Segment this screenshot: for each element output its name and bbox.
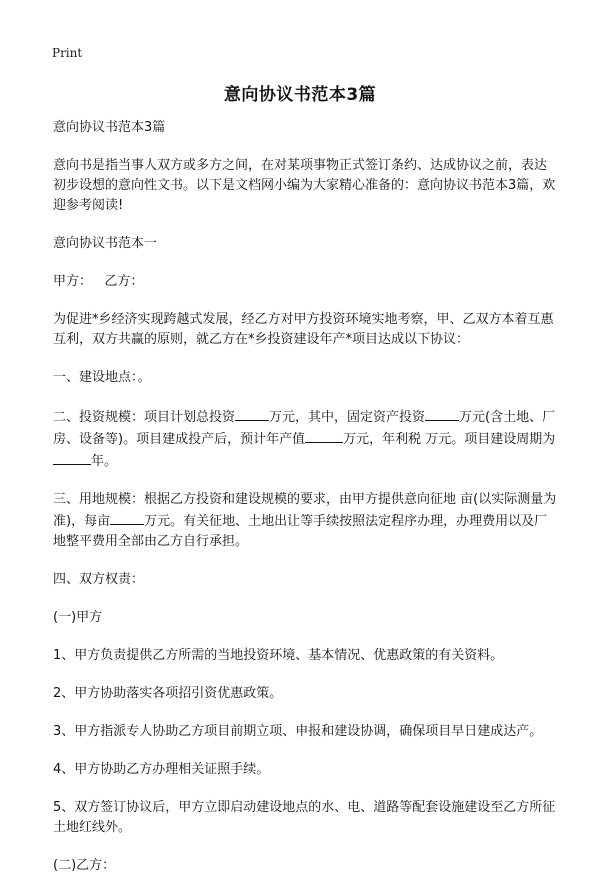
clause-investment-text: 万元(含土地、厂房、设备等)。项目建成投产后，预计年产值	[53, 410, 556, 447]
list-item: 3、甲方指派专人协助乙方项目前期立项、申报和建设协调，确保项目早日建成达产。	[53, 724, 543, 739]
document-subtitle: 意向协议书范本3篇	[53, 120, 166, 135]
clause-investment-text: 万元，年利税 万元。项目建设周期为	[343, 432, 556, 447]
clause-investment-text: 万元，其中，固定资产投资	[269, 410, 426, 425]
intro-paragraph: 意向书是指当事人双方或多方之间，在对某项事物正式签订条约、达成协议之前，表达初步设想的意向性文书。以下是文档网小编为大家精心准备的：意向协议书范本3篇，欢迎参考阅读!	[53, 158, 556, 213]
party-a-heading: (一)甲方	[53, 610, 103, 625]
document-title: 意向协议书范本3篇	[223, 85, 377, 105]
list-item: 5、双方签订协议后，甲方立即启动建设地点的水、电、道路等配套设施建设至乙方所征土地红线外。	[53, 800, 556, 835]
preamble-paragraph: 为促进*乡经济实现跨越式发展，经乙方对甲方投资环境实地考察，甲、乙双方本着互惠互利，双方共赢的原则，就乙方在*乡投资建设年产*项目达成以下协议：	[53, 312, 554, 347]
blank-total-investment	[235, 406, 269, 421]
clause-land	[53, 490, 558, 552]
clause-investment	[53, 406, 558, 472]
parties-line: 甲方： 乙方：	[53, 274, 144, 289]
list-item: 4、甲方协助乙方办理相关证照手续。	[53, 762, 270, 777]
clause-investment-text: 二、投资规模：项目计划总投资	[53, 410, 236, 425]
document-body	[53, 118, 558, 894]
blank-fixed-assets	[425, 406, 459, 421]
clause-rights: 四、双方权责：	[53, 572, 145, 587]
blank-price-per-mu	[110, 510, 144, 525]
blank-annual-output	[305, 428, 343, 443]
clause-investment-text: 年。	[91, 454, 118, 469]
blank-construction-period	[53, 450, 91, 465]
party-b-heading: (二)乙方：	[53, 858, 116, 873]
print-link[interactable]: Print	[52, 46, 83, 60]
list-item: 1、甲方负责提供乙方所需的当地投资环境、基本情况、优惠政策的有关资料。	[53, 648, 504, 663]
section-heading: 意向协议书范本一	[53, 236, 158, 251]
list-item: 2、甲方协助落实各项招引资优惠政策。	[53, 686, 283, 701]
clause-location: 一、建设地点：。	[53, 370, 151, 385]
clause-land-text: 三、用地规模：根据乙方投资和建设规模的要求，由甲方提供意向征地 亩(以实际测量为准)，每亩	[53, 492, 557, 529]
clause-land-text: 万元。有关征地、土地出让等手续按照法定程序办理，办理费用以及厂地整平费用全部由乙方自行承担。	[53, 514, 548, 549]
